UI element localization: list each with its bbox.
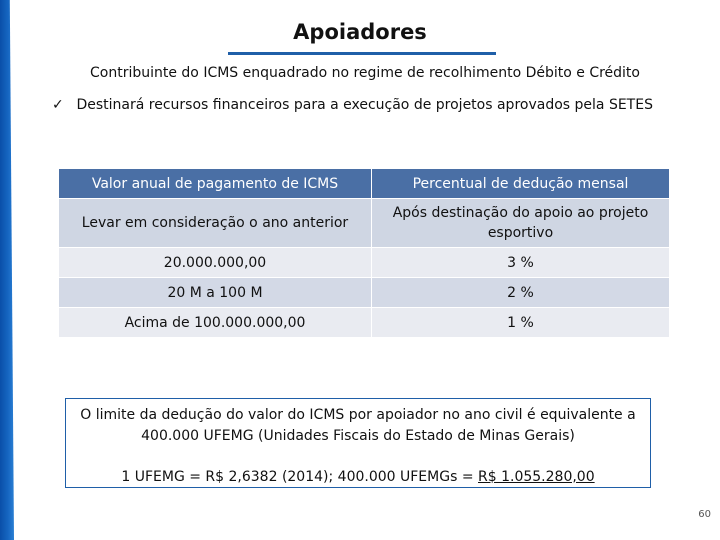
table-cell: 1 %: [372, 308, 670, 338]
header-cell-percent: Percentual de dedução mensal: [372, 169, 670, 199]
title-underline: [228, 52, 496, 55]
header-cell-value: Valor anual de pagamento de ICMS: [59, 169, 372, 199]
table-cell: 3 %: [372, 248, 670, 278]
subheader-cell-value: Levar em consideração o ano anterior: [59, 199, 372, 248]
table-row: [59, 278, 670, 308]
note-formula: [66, 469, 650, 485]
table-cell: Acima de 100.000.000,00: [59, 308, 372, 338]
formula-prefix: 1 UFEMG = R$ 2,6382 (2014); 400.000 UFEMGs =: [121, 469, 479, 485]
table-cell: 2 %: [372, 278, 670, 308]
note-text: O limite da dedução do valor do ICMS por apoiador no ano civil é equivalente a 400.000 UFEMG (Unidades Fiscais do Estado de Minas Gerais): [80, 407, 636, 444]
page-number: 60: [698, 509, 711, 520]
page-title: Apoiadores: [293, 20, 427, 44]
subheader-cell-percent: Após destinação do apoio ao projeto esportivo: [372, 199, 670, 248]
subtitle: Contribuinte do ICMS enquadrado no regime de recolhimento Débito e Crédito: [90, 65, 640, 81]
table-row: [59, 308, 670, 338]
note-box: [65, 398, 651, 488]
table-cell: 20.000.000,00: [59, 248, 372, 278]
formula-value: R$ 1.055.280,00: [478, 469, 595, 485]
check-icon: ✓: [52, 97, 64, 113]
table-row: [59, 248, 670, 278]
bullet-line: [52, 97, 653, 113]
table-header-row: [59, 169, 670, 199]
table-subheader-row: [59, 199, 670, 248]
table-cell: 20 M a 100 M: [59, 278, 372, 308]
deduction-table: [58, 168, 670, 338]
left-decorative-stripe: [0, 0, 14, 540]
bullet-text: Destinará recursos financeiros para a execução de projetos aprovados pela SETES: [76, 97, 653, 113]
